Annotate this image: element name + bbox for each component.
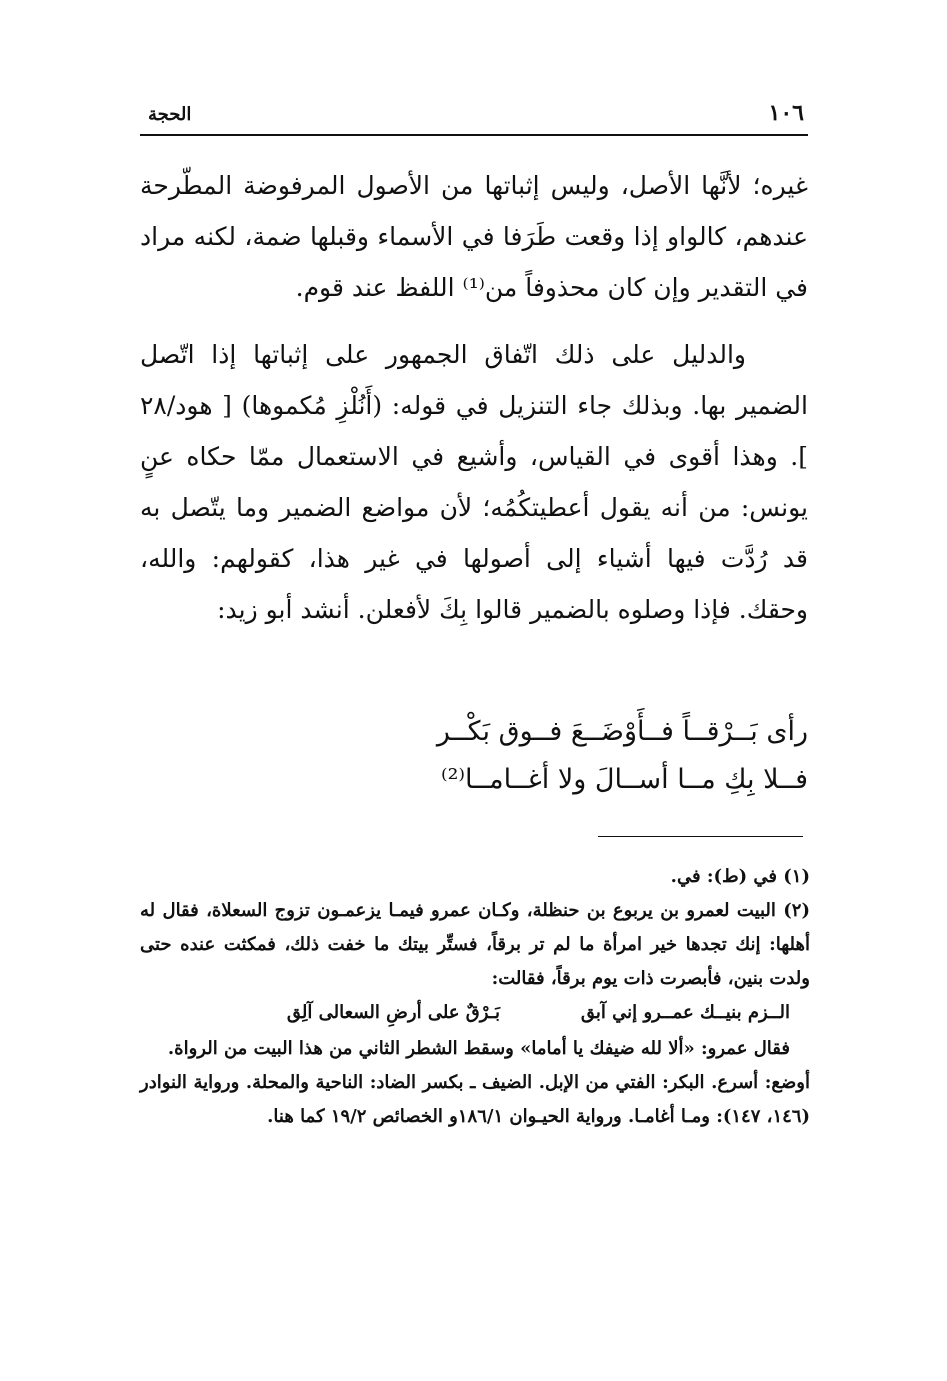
footnotes bbox=[140, 860, 810, 1134]
verse-line: فــلا بِكِ مــا أســالَ ولا أغــامــا⁽²⁾ bbox=[440, 764, 808, 795]
verse-line: رأى بَــرْقــاً فــأَوْضَــعَ فــوق بَكْــر bbox=[436, 716, 808, 747]
footnote-verse bbox=[140, 996, 810, 1032]
paragraph: والدليل على ذلك اتّفاق الجمهور على إثباتها إذا اتّصل الضمير بها. وبذلك جاء التنزيل في قوله: (أَنُلْزِ مُكموها) [ هود/٢٨ ]. وهذا أقوى في القياس، وأشيع في الاستعمال ممّا حكاه عنٍ يونس: من أنه يقول أعطيتكُمُه؛ لأن مواضع الضمير وما يتّصل به قد رُدَّت فيها أشياء إلى أصولها في غير هذا، كقولهم: والله، وحقك. فإذا وصلوه بالضمير قالوا بِكَ لأفعلن. أنشد أبو زيد: bbox=[140, 340, 808, 624]
main-text bbox=[140, 160, 808, 635]
footnote: (٢) البيت لعمرو بن يربوع بن حنظلة، وكـان عمرو فيمـا يزعمـون تزوج السعلاة، فقال له أهلها: إنك تجدها خير امرأة ما لم تر برقاً، فستِّر بيتك ما خفت ذلك، فمكثت عنده حتى ولدت بنين، فأبصرت ذات يوم برقاً، فقالت: bbox=[140, 900, 810, 989]
verse-hemistich: الــزم بنيــك عمــرو إني آبق bbox=[580, 1002, 790, 1023]
verse-hemistich: بَـرْقٌ على أرضِ السعالى آلِق bbox=[286, 1002, 500, 1023]
running-header bbox=[140, 98, 808, 136]
footnote-divider bbox=[598, 836, 803, 837]
page-number: ١٠٦ bbox=[768, 100, 804, 126]
footnote: (١) في (ط): في. bbox=[670, 866, 810, 887]
chapter-title: الحجة bbox=[148, 104, 192, 125]
paragraph: غيره؛ لأنَّها الأصل، وليس إثباتها من الأصول المرفوضة المطّرحة عندهم، كالواو إذا وقعت طَرَفا في الأسماء وقبلها ضمة، لكنه مراد في التقدير وإن كان محذوفاً من⁽¹⁾ اللفظ عند قوم. bbox=[140, 171, 808, 302]
footnote: أوضع: أسرع. البكر: الفتي من الإبل. الضيف ـ بكسر الضاد: الناحية والمحلة. ورواية النوادر (١٤٦، ١٤٧): ومـا أغامـا. ورواية الحيـوان ١٨٦/١و الخصائص ١٩/٢ كما هنا. bbox=[140, 1072, 810, 1127]
footnote-continuation: فقال عمرو: «ألا لله ضيفك يا أماما» وسقط الشطر الثاني من هذا البيت من الرواة. bbox=[167, 1038, 790, 1059]
